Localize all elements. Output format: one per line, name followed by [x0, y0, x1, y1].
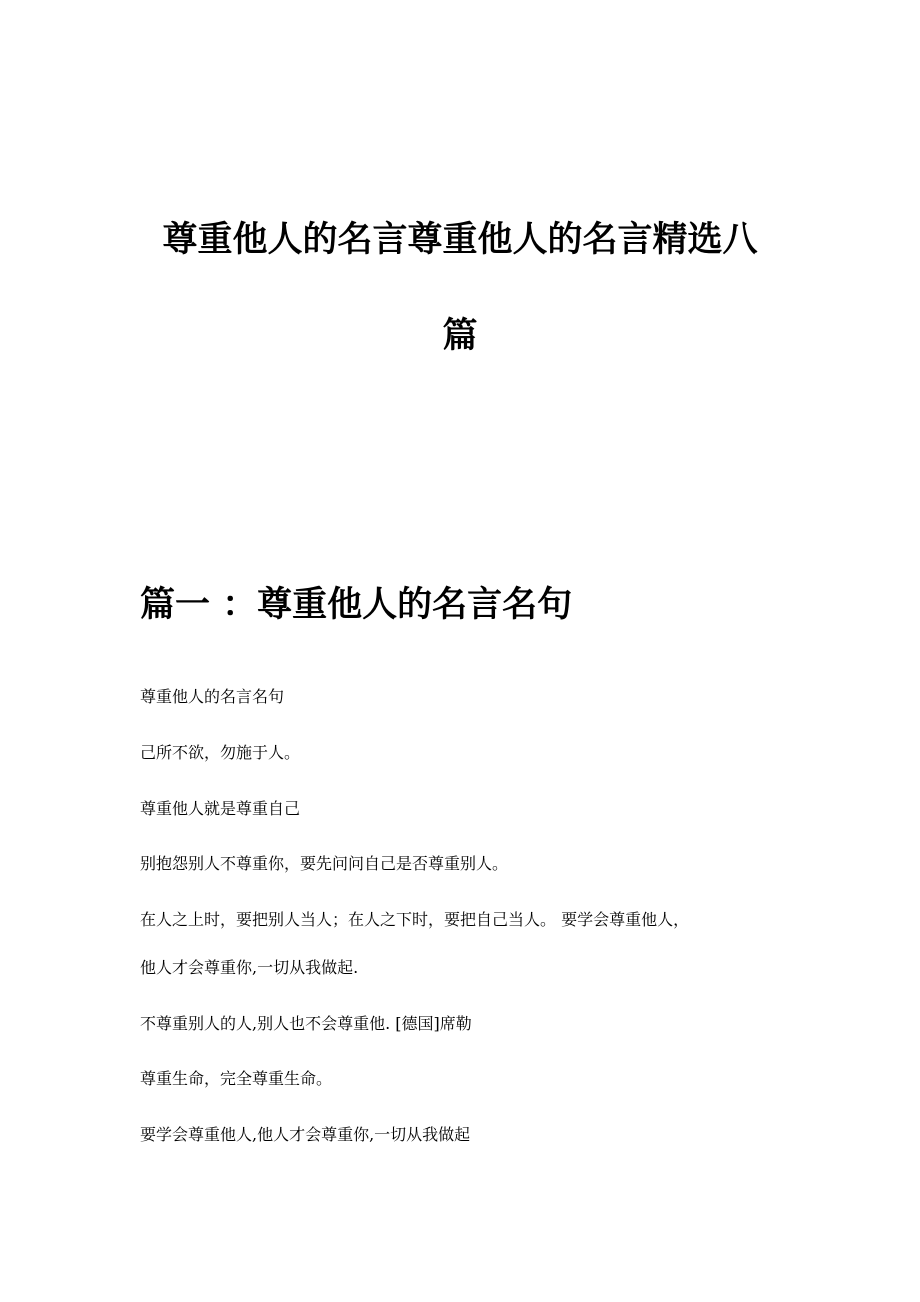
paragraph-9: 要学会尊重他人,他人才会尊重你,一切从我做起: [140, 1125, 471, 1144]
document-title-line-1: 尊重他人的名言尊重他人的名言精选八: [162, 219, 758, 260]
section-heading: 篇一 ：尊重他人的名言名句: [140, 584, 573, 625]
paragraph-5: 在人之上时，要把别人当人；在人之下时，要把自己当人。 要学会尊重他人，: [140, 910, 690, 929]
paragraph-8: 尊重生命，完全尊重生命。: [140, 1069, 333, 1088]
document-title-line-2: 篇: [442, 315, 478, 356]
paragraph-7: 不尊重别人的人,别人也不会尊重他. [德国]席勒: [140, 1014, 472, 1033]
paragraph-6: 他人才会尊重你,一切从我做起.: [140, 958, 359, 977]
paragraph-4: 别抱怨别人不尊重你，要先问问自己是否尊重别人。: [140, 854, 509, 873]
paragraph-2: 己所不欲，勿施于人。: [140, 743, 301, 762]
paragraph-3: 尊重他人就是尊重自己: [140, 799, 301, 818]
paragraph-1: 尊重他人的名言名句: [140, 687, 285, 706]
